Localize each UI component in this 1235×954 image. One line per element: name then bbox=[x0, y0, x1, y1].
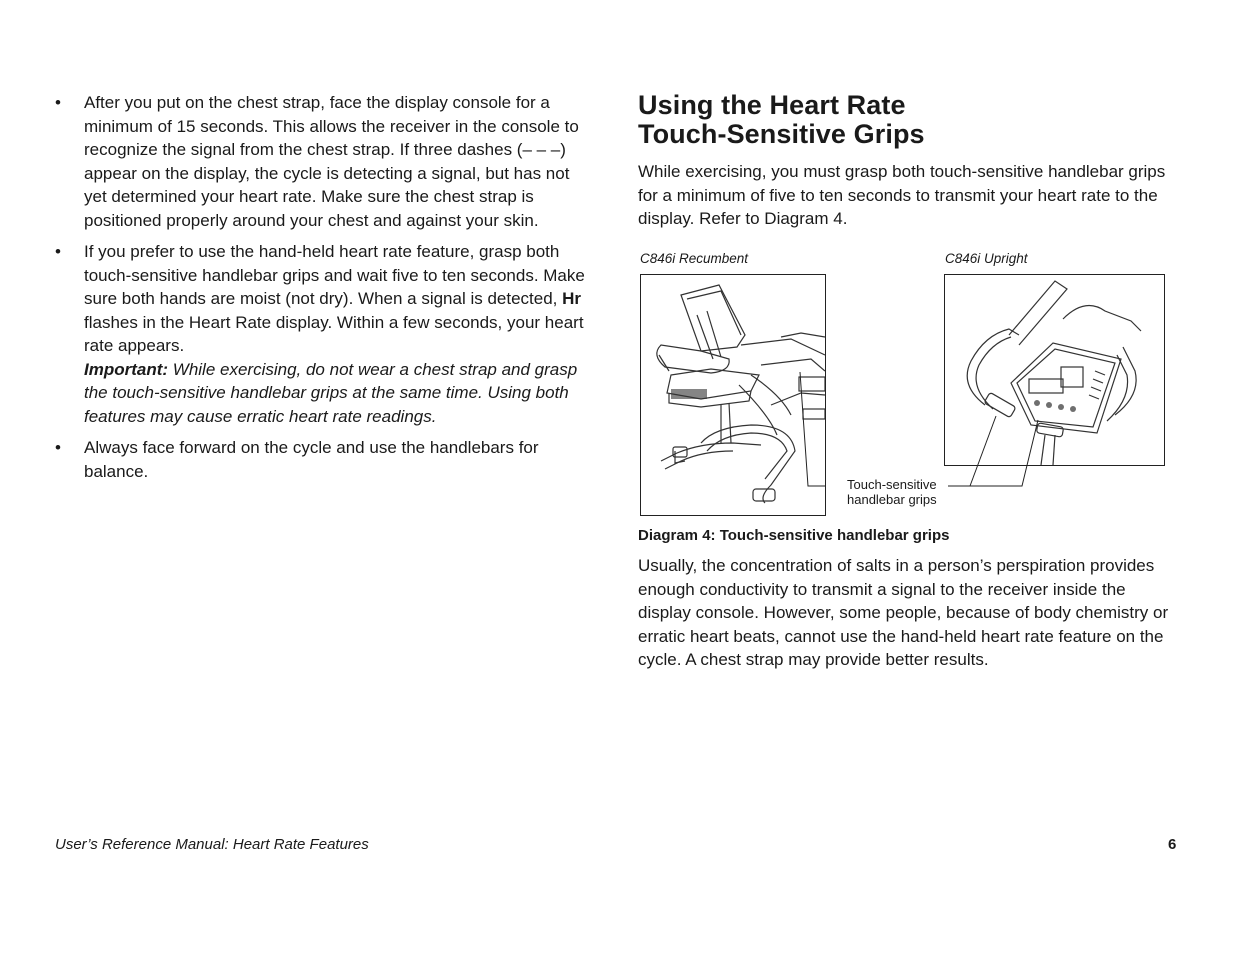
page-number: 6 bbox=[1168, 836, 1177, 853]
important-label: Important: bbox=[84, 359, 169, 379]
left-column bbox=[55, 91, 595, 491]
important-text: While exercising, do not wear a chest strap and grasp the touch-sensitive handlebar grips at the same time. Using both features may cause erratic heart rate readings. bbox=[84, 359, 578, 426]
grip-callout-line2: handlebar grips bbox=[847, 492, 937, 507]
diagram-caption: Diagram 4: Touch-sensitive handlebar grips bbox=[638, 527, 950, 544]
bullet-item-chest-strap bbox=[55, 91, 595, 232]
hr-indicator-text: Hr bbox=[562, 289, 582, 308]
bullet-text bbox=[84, 240, 595, 358]
section-title-line2: Touch-Sensitive Grips bbox=[638, 119, 925, 149]
bullet-text-part1: If you prefer to use the hand-held heart rate feature, grasp both touch-sensitive handlebar grips and wait five to ten seconds. Make sure both hands are moist (not dry). When a signal is detected, bbox=[84, 242, 585, 308]
bullet-text: Always face forward on the cycle and use the handlebars for balance. bbox=[84, 438, 539, 481]
section-title-line1: Using the Heart Rate bbox=[638, 90, 906, 120]
grip-callout-line1: Touch-sensitive bbox=[847, 477, 937, 492]
bullet-marker: • bbox=[55, 242, 61, 261]
important-note bbox=[84, 358, 595, 429]
bullet-text-part2: flashes in the Heart Rate display. Within a few seconds, your heart rate appears. bbox=[84, 312, 584, 355]
bullet-marker: • bbox=[55, 93, 61, 112]
footer-title: User’s Reference Manual: Heart Rate Features bbox=[55, 836, 369, 853]
bullet-text: After you put on the chest strap, face the display console for a minimum of 15 seconds. This allows the receiver in the console to recognize the signal from the chest strap. If three dashes (– – –) appear on the display, the cycle is detecting a signal, but has not yet determined your heart rate. Make sure the chest strap is positioned properly around your chest and against your skin. bbox=[84, 93, 579, 230]
recumbent-label: C846i Recumbent bbox=[640, 251, 749, 266]
right-column bbox=[638, 91, 1183, 231]
bullet-item-hand-held bbox=[55, 240, 595, 428]
intro-paragraph: While exercising, you must grasp both touch-sensitive handlebar grips for a minimum of five to ten seconds to transmit your heart rate to the display. Refer to Diagram 4. bbox=[638, 162, 1166, 228]
section-title bbox=[638, 91, 1183, 149]
grip-callout-label bbox=[847, 477, 937, 507]
closing-paragraph: Usually, the concentration of salts in a person’s perspiration provides enough conductivity to transmit a signal to the receiver inside the display console. However, some people, because of body chemistry or erratic heart beats, cannot use the hand-held heart rate feature on the cycle. A chest strap may provide better results. bbox=[638, 556, 1169, 669]
bullet-marker: • bbox=[55, 438, 61, 457]
upright-label: C846i Upright bbox=[945, 251, 1028, 266]
bullet-item-face-forward bbox=[55, 436, 595, 483]
